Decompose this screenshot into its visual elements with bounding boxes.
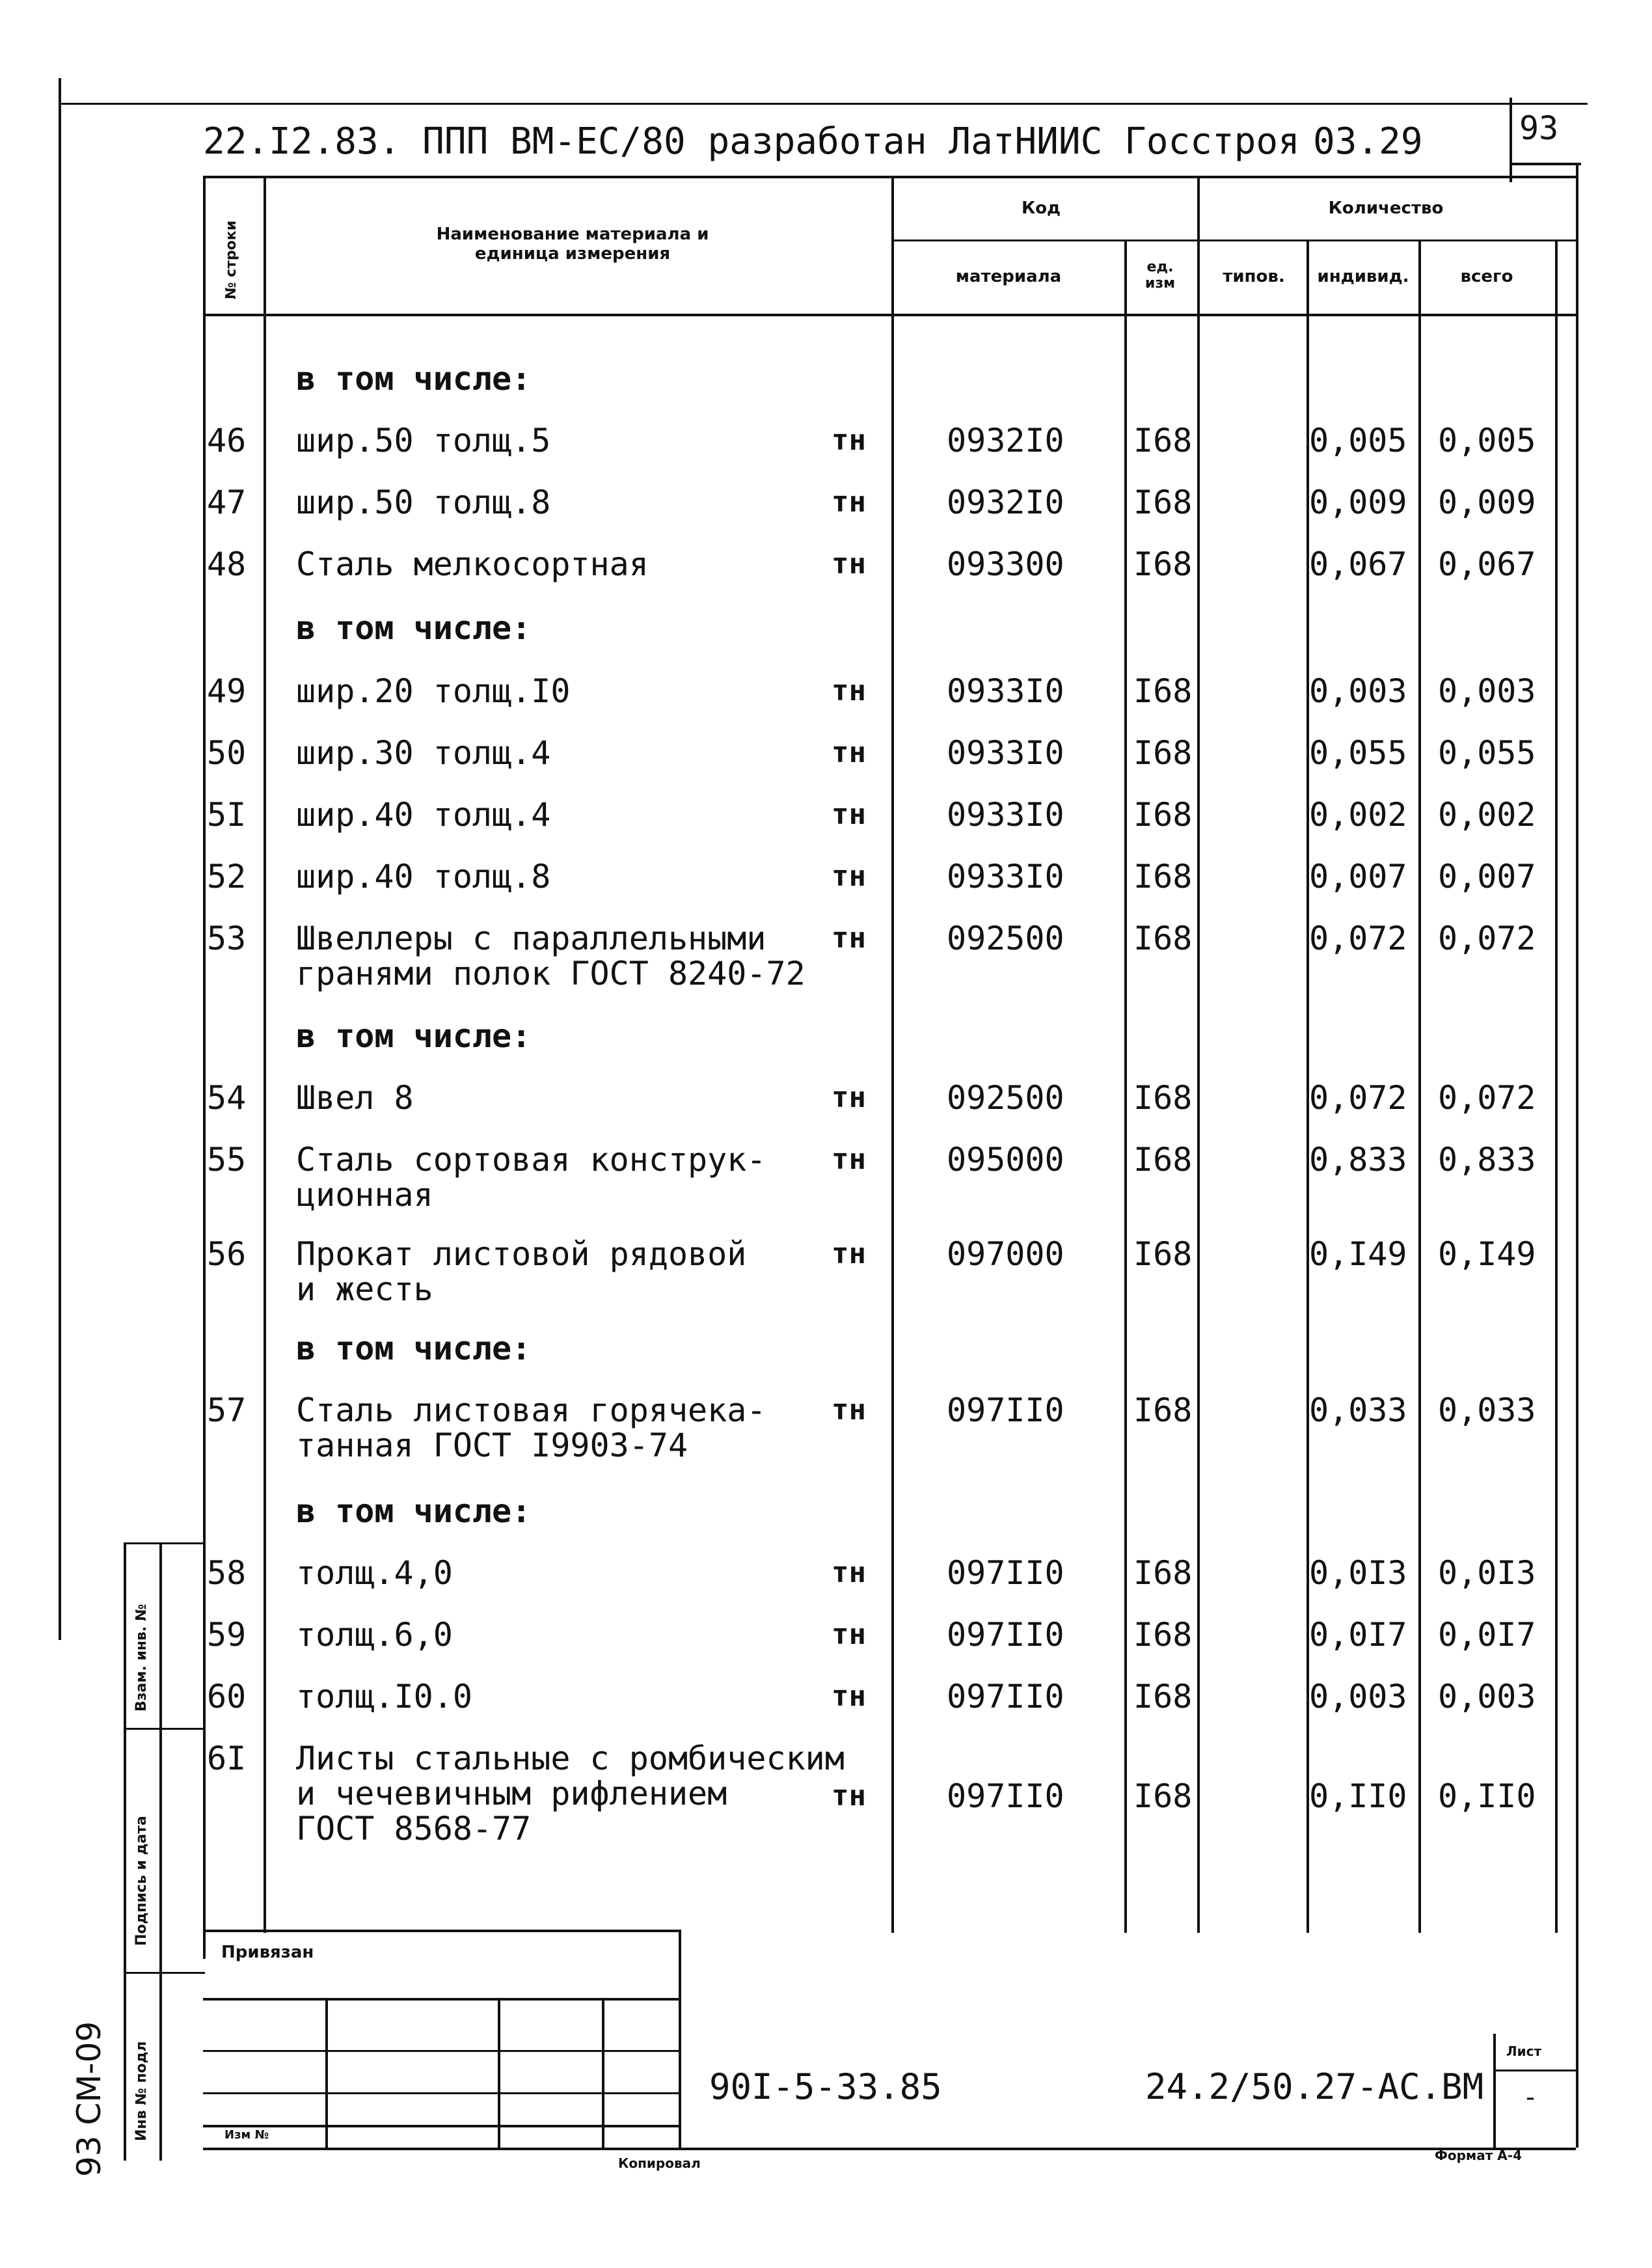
- row-individual: 0,003: [1309, 1678, 1407, 1715]
- stamp-col-1: [124, 1542, 126, 2161]
- footer-format: Формат А-4: [1435, 2148, 1522, 2163]
- header-typical: типов.: [1223, 267, 1285, 286]
- row-unit-code: I68: [1133, 920, 1193, 957]
- row-material-code: 0933I0: [947, 672, 1064, 710]
- row-total: 0,002: [1438, 796, 1536, 834]
- row-material-code: 097II0: [947, 1678, 1064, 1715]
- row-material-code: 0933I0: [947, 796, 1064, 834]
- row-unit-code: I68: [1133, 1554, 1193, 1592]
- row-material-code: 097000: [947, 1235, 1064, 1273]
- row-unit-code: I68: [1133, 1079, 1193, 1117]
- footer-sheet-value: -: [1523, 2083, 1539, 2112]
- row-number: 57: [207, 1391, 247, 1429]
- row-number: 60: [207, 1678, 247, 1715]
- side-inv: Инв № подл: [133, 2041, 150, 2141]
- row-unit-abbr: тн: [832, 1618, 866, 1651]
- stamp-rule-1: [124, 1542, 205, 1544]
- row-unit-abbr: тн: [832, 1393, 866, 1427]
- row-total: 0,833: [1438, 1141, 1536, 1179]
- row-total: 0,005: [1438, 422, 1536, 459]
- col-line-rowno: [264, 176, 266, 1933]
- row-unit-abbr: тн: [832, 1680, 866, 1713]
- table-top-rule: [203, 176, 1576, 178]
- row-unit-code: I68: [1133, 1616, 1193, 1654]
- col-line-unit: [1197, 176, 1200, 1933]
- frame-top: [59, 103, 1588, 105]
- row-name: Швел 8: [296, 1079, 414, 1117]
- row-number: 54: [207, 1079, 247, 1117]
- row-unit-code: I68: [1133, 545, 1193, 583]
- footer-doc-ref: 24.2/50.27-АС.ВМ: [1145, 2066, 1484, 2107]
- footer-bound: Привязан: [221, 1943, 314, 1962]
- frame-left: [59, 78, 61, 1640]
- row-number: 47: [207, 484, 247, 521]
- row-material-code: 0932I0: [947, 422, 1064, 459]
- header-name: Наименование материала и единица измерения: [436, 225, 709, 264]
- row-total: 0,0I7: [1438, 1616, 1536, 1654]
- row-number: 6I: [207, 1740, 247, 1777]
- row-unit-code: I68: [1133, 1235, 1193, 1273]
- footer-col-c: [602, 1998, 604, 2148]
- footer-rule-2: [203, 1998, 681, 2001]
- row-material-code: 0933I0: [947, 734, 1064, 772]
- row-individual: 0,067: [1309, 545, 1407, 583]
- row-individual: 0,033: [1309, 1391, 1407, 1429]
- row-name: шир.50 толщ.5: [296, 422, 551, 459]
- row-name: Швеллеры с параллельными гранями полок ГОСТ 8240-72: [296, 920, 806, 992]
- col-line-individual: [1418, 239, 1421, 1933]
- table-header-bottom: [203, 314, 1576, 316]
- page-number-box-bottom: [1510, 163, 1581, 165]
- row-unit-abbr: тн: [832, 1556, 866, 1589]
- row-unit-code: I68: [1133, 796, 1193, 834]
- row-name: шир.50 толщ.8: [296, 484, 551, 521]
- row-unit-abbr: тн: [832, 1143, 866, 1176]
- footer-rule-4: [203, 2092, 681, 2094]
- row-unit-abbr: тн: [832, 798, 866, 831]
- row-name: шир.40 толщ.4: [296, 796, 551, 834]
- header-row-no: № строки: [223, 220, 239, 299]
- row-total: 0,033: [1438, 1391, 1536, 1429]
- footer-copied: Копировал: [618, 2155, 701, 2171]
- header-line: 22.I2.83. ППП ВМ-ЕС/80 разработан ЛатНИИС Госстроя: [203, 120, 1300, 163]
- footer-sheet-label: Лист: [1506, 2043, 1542, 2059]
- footer-col-a: [325, 1998, 328, 2148]
- row-unit-code: I68: [1133, 1391, 1193, 1429]
- side-stamp: 93 СМ-09: [70, 2021, 108, 2177]
- row-material-code: 092500: [947, 1079, 1064, 1117]
- header-individual: индивид.: [1317, 267, 1409, 286]
- row-individual: 0,072: [1309, 920, 1407, 957]
- header-unit: ед. изм: [1144, 259, 1176, 292]
- row-individual: 0,833: [1309, 1141, 1407, 1179]
- row-unit-abbr: тн: [832, 674, 866, 707]
- header-mid-rule: [891, 239, 1576, 241]
- row-name: Сталь листовая горячека- танная ГОСТ I9903-74: [296, 1391, 766, 1464]
- footer-rule-3: [203, 2050, 681, 2052]
- row-material-code: 093300: [947, 545, 1064, 583]
- row-name: Листы стальные с ромбическим и чечевичным рифлением ГОСТ 8568-77: [296, 1740, 845, 1848]
- stamp-rule-2: [124, 1728, 205, 1730]
- row-total: 0,007: [1438, 858, 1536, 895]
- row-material-code: 097II0: [947, 1554, 1064, 1592]
- row-name: в том числе:: [296, 360, 532, 398]
- row-material-code: 0933I0: [947, 858, 1064, 895]
- row-individual: 0,002: [1309, 796, 1407, 834]
- row-unit-code: I68: [1133, 1678, 1193, 1715]
- row-individual: 0,0I7: [1309, 1616, 1407, 1654]
- row-unit-code: I68: [1133, 858, 1193, 895]
- row-unit-abbr: тн: [832, 922, 866, 955]
- row-total: 0,072: [1438, 1079, 1536, 1117]
- row-unit-abbr: тн: [832, 424, 866, 457]
- row-material-code: 097II0: [947, 1777, 1064, 1815]
- row-unit-abbr: тн: [832, 1081, 866, 1114]
- footer-rule-5: [203, 2125, 681, 2127]
- row-name: Сталь сортовая конструк- ционная: [296, 1141, 766, 1214]
- row-individual: 0,009: [1309, 484, 1407, 521]
- header-qty-group: Количество: [1328, 198, 1444, 218]
- row-name: шир.40 толщ.8: [296, 858, 551, 895]
- header-code: 03.29: [1313, 120, 1423, 163]
- row-number: 46: [207, 422, 247, 459]
- row-name: толщ.6,0: [296, 1616, 453, 1654]
- page-number: 93: [1519, 109, 1559, 147]
- row-total: 0,003: [1438, 1678, 1536, 1715]
- row-total: 0,067: [1438, 545, 1536, 583]
- side-signature: Подпись и дата: [133, 1816, 150, 1946]
- row-name: шир.20 толщ.I0: [296, 672, 571, 710]
- header-material: материала: [955, 267, 1062, 286]
- footer-bottom-rule: [203, 2148, 1576, 2150]
- row-number: 50: [207, 734, 247, 772]
- col-line-name: [891, 176, 894, 1933]
- row-individual: 0,072: [1309, 1079, 1407, 1117]
- page-number-box-left: [1510, 98, 1512, 182]
- row-unit-abbr: тн: [832, 485, 866, 519]
- row-name: в том числе:: [296, 1017, 532, 1055]
- col-line-left: [203, 176, 206, 1959]
- row-total: 0,0I3: [1438, 1554, 1536, 1592]
- row-total: 0,003: [1438, 672, 1536, 710]
- footer-change-label: Изм №: [224, 2128, 269, 2142]
- footer-top-rule: [203, 1930, 681, 1932]
- row-total: 0,I49: [1438, 1235, 1536, 1273]
- side-replace: Взам. инв. №: [133, 1604, 150, 1712]
- row-name: Сталь мелкосортная: [296, 545, 649, 583]
- row-material-code: 092500: [947, 920, 1064, 957]
- row-unit-code: I68: [1133, 672, 1193, 710]
- row-number: 53: [207, 920, 247, 957]
- stamp-col-2: [159, 1542, 162, 2161]
- row-individual: 0,007: [1309, 858, 1407, 895]
- row-individual: 0,005: [1309, 422, 1407, 459]
- footer-sheet-col: [1493, 2034, 1496, 2148]
- row-individual: 0,0I3: [1309, 1554, 1407, 1592]
- row-name: в том числе:: [296, 1330, 532, 1367]
- row-total: 0,055: [1438, 734, 1536, 772]
- row-name: в том числе:: [296, 609, 532, 647]
- row-name: толщ.I0.0: [296, 1678, 472, 1715]
- row-total: 0,II0: [1438, 1777, 1536, 1815]
- row-number: 55: [207, 1141, 247, 1179]
- row-unit-code: I68: [1133, 484, 1193, 521]
- row-number: 52: [207, 858, 247, 895]
- row-unit-abbr: тн: [832, 547, 866, 581]
- row-number: 48: [207, 545, 247, 583]
- footer-col-b: [498, 1998, 500, 2148]
- row-name: шир.30 толщ.4: [296, 734, 551, 772]
- row-number: 58: [207, 1554, 247, 1592]
- row-unit-abbr: тн: [832, 736, 866, 769]
- row-material-code: 097II0: [947, 1391, 1064, 1429]
- frame-right: [1576, 163, 1578, 2148]
- row-number: 59: [207, 1616, 247, 1654]
- row-unit-abbr: тн: [832, 1779, 866, 1812]
- row-unit-abbr: тн: [832, 860, 866, 893]
- row-number: 49: [207, 672, 247, 710]
- row-number: 56: [207, 1235, 247, 1273]
- row-individual: 0,055: [1309, 734, 1407, 772]
- row-unit-abbr: тн: [832, 1237, 866, 1270]
- header-code-group: Код: [1021, 198, 1061, 218]
- row-unit-code: I68: [1133, 734, 1193, 772]
- row-unit-code: I68: [1133, 1141, 1193, 1179]
- footer-col-d: [679, 1930, 681, 2148]
- row-material-code: 097II0: [947, 1616, 1064, 1654]
- row-total: 0,009: [1438, 484, 1536, 521]
- col-line-code: [1124, 239, 1127, 1933]
- row-material-code: 095000: [947, 1141, 1064, 1179]
- stamp-rule-3: [124, 1972, 205, 1974]
- row-individual: 0,I49: [1309, 1235, 1407, 1273]
- header-total: всего: [1460, 267, 1513, 286]
- row-individual: 0,003: [1309, 672, 1407, 710]
- row-name: Прокат листовой рядовой и жесть: [296, 1235, 747, 1308]
- footer-doc-code: 90I-5-33.85: [709, 2066, 942, 2107]
- row-total: 0,072: [1438, 920, 1536, 957]
- row-material-code: 0932I0: [947, 484, 1064, 521]
- row-unit-code: I68: [1133, 422, 1193, 459]
- row-unit-code: I68: [1133, 1777, 1193, 1815]
- row-name: толщ.4,0: [296, 1554, 453, 1592]
- col-line-total: [1555, 239, 1558, 1933]
- row-individual: 0,II0: [1309, 1777, 1407, 1815]
- footer-sheet-rule: [1493, 2070, 1576, 2071]
- row-name: в том числе:: [296, 1492, 532, 1530]
- row-number: 5I: [207, 796, 247, 834]
